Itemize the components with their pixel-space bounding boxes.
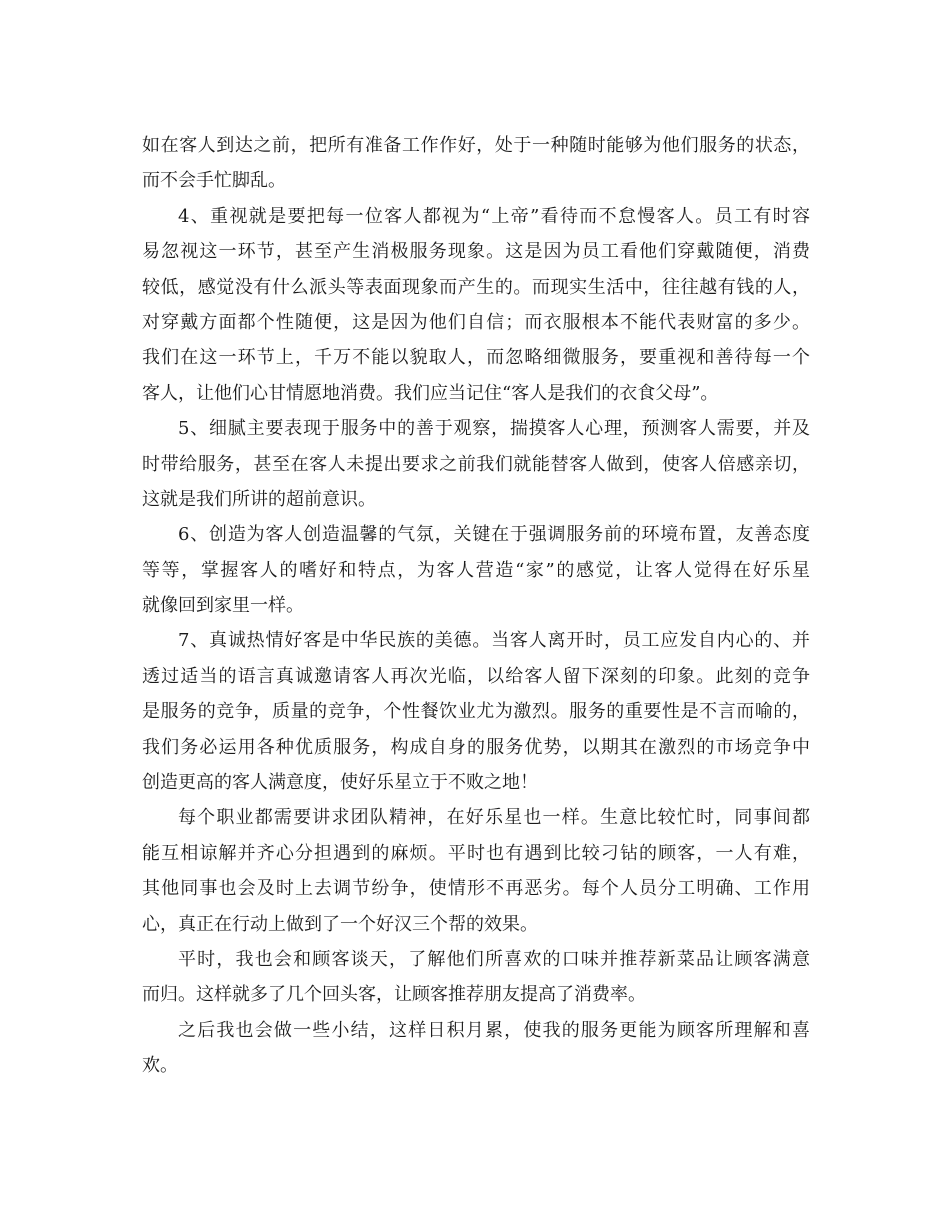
paragraph-continuation <box>142 128 810 199</box>
text-line: 等等，掌握客人的嗜好和特点，为客人营造“家”的感觉，让客人觉得在好乐星 <box>142 559 810 581</box>
text-line: 这就是我们所讲的超前意识。 <box>142 488 376 510</box>
text-line: 是服务的竞争，质量的竞争，个性餐饮业尤为激烈。服务的重要性是不言而喻的， <box>142 701 810 723</box>
text-line: 就像回到家里一样。 <box>142 595 304 617</box>
document-body <box>142 128 810 1084</box>
text-line: 创造更高的客人满意度，使好乐星立于不败之地！ <box>142 772 538 794</box>
text-line: 7、真诚热情好客是中华民族的美德。当客人离开时，员工应发自内心的、并 <box>178 630 810 652</box>
text-line: 易忽视这一环节，甚至产生消极服务现象。这是因为员工看他们穿戴随便，消费 <box>142 241 810 263</box>
text-line: 心，真正在行动上做到了一个好汉三个帮的效果。 <box>142 913 538 935</box>
paragraph-summary <box>142 1013 810 1084</box>
text-line: 平时，我也会和顾客谈天，了解他们所喜欢的口味并推荐新菜品让顾客满意 <box>178 948 810 970</box>
text-line: 透过适当的语言真诚邀请客人再次光临，以给客人留下深刻的印象。此刻的竞争 <box>142 665 810 687</box>
text-line: 其他同事也会及时上去调节纷争，使情形不再恶劣。每个人员分工明确、工作用 <box>142 878 810 900</box>
text-line: 时带给服务，甚至在客人未提出要求之前我们就能替客人做到，使客人倍感亲切， <box>142 453 810 475</box>
paragraph-teamwork <box>142 800 810 942</box>
paragraph-item-6 <box>142 517 810 623</box>
text-line: 而归。这样就多了几个回头客，让顾客推荐朋友提高了消费率。 <box>142 984 646 1006</box>
text-line: 对穿戴方面都个性随便，这是因为他们自信；而衣服根本不能代表财富的多少。 <box>142 311 810 333</box>
text-line: 4、重视就是要把每一位客人都视为“上帝”看待而不怠慢客人。员工有时容 <box>178 205 810 227</box>
text-line: 能互相谅解并齐心分担遇到的麻烦。平时也有遇到比较刁钻的顾客，一人有难， <box>142 842 810 864</box>
text-line: 如在客人到达之前，把所有准备工作作好，处于一种随时能够为他们服务的状态， <box>142 135 810 156</box>
text-line: 每个职业都需要讲求团队精神，在好乐星也一样。生意比较忙时，同事间都 <box>178 807 810 829</box>
text-line: 欢。 <box>142 1055 178 1077</box>
text-line: 之后我也会做一些小结，这样日积月累，使我的服务更能为顾客所理解和喜 <box>178 1019 810 1041</box>
text-line: 较低，感觉没有什么派头等表面现象而产生的。而现实生活中，往往越有钱的人， <box>142 276 810 298</box>
paragraph-item-7 <box>142 623 810 800</box>
text-line: 而不会手忙脚乱。 <box>142 170 286 192</box>
text-line: 6、创造为客人创造温馨的气氛，关键在于强调服务前的环境布置，友善态度 <box>178 524 810 546</box>
text-line: 我们务必运用各种优质服务，构成自身的服务优势，以期其在激烈的市场竞争中 <box>142 736 810 758</box>
text-line: 我们在这一环节上，千万不能以貌取人，而忽略细微服务，要重视和善待每一个 <box>142 347 810 369</box>
paragraph-customer-chat <box>142 942 810 1013</box>
paragraph-item-5 <box>142 411 810 517</box>
paragraph-item-4 <box>142 199 810 411</box>
text-line: 5、细腻主要表现于服务中的善于观察，揣摸客人心理，预测客人需要，并及 <box>178 418 810 440</box>
text-line: 客人，让他们心甘情愿地消费。我们应当记住“客人是我们的衣食父母”。 <box>142 382 719 404</box>
